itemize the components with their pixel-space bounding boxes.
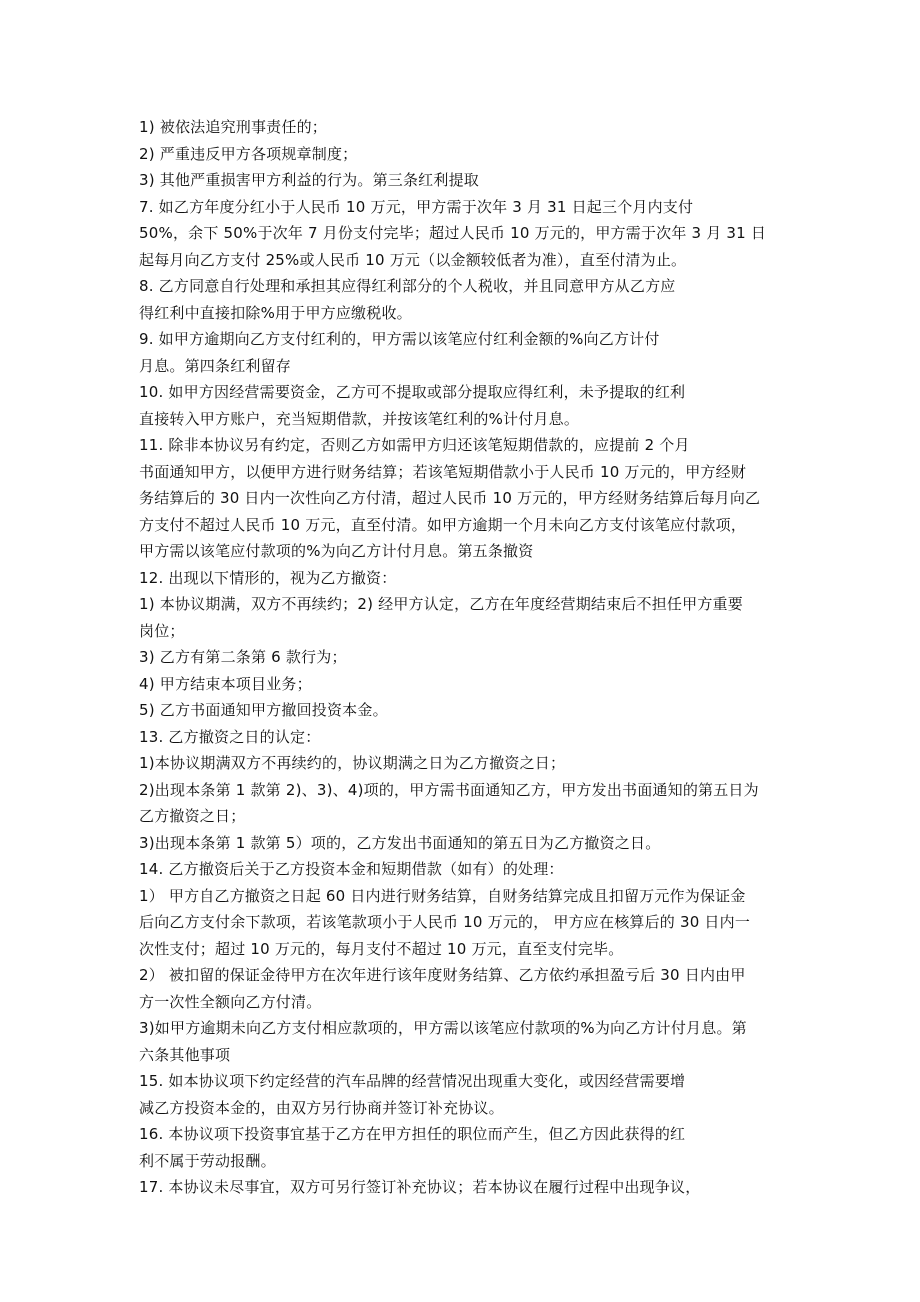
text-line: 2） 被扣留的保证金待甲方在次年进行该年度财务结算、乙方依约承担盈亏后 30 日内由甲 [139, 966, 746, 984]
text-line: 次性支付；超过 10 万元的，每月支付不超过 10 万元，直至支付完毕。 [139, 939, 624, 958]
text-line: 岗位； [139, 621, 185, 640]
text-line: 减乙方投资本金的，由双方另行协商并签订补充协议。 [139, 1098, 504, 1117]
text-line: 六条其他事项 [139, 1045, 231, 1064]
text-line: 10. 如甲方因经营需要资金，乙方可不提取或部分提取应得红利，未予提取的红利 [139, 383, 686, 401]
text-line: 月息。第四条红利留存 [139, 356, 292, 375]
document-body [139, 114, 784, 1201]
text-line: 3) 其他严重损害甲方利益的行为。第三条红利提取 [139, 171, 479, 189]
text-line: 9. 如甲方逾期向乙方支付红利的，甲方需以该笔应付红利金额的%向乙方计付 [139, 330, 660, 348]
text-line: 乙方撤资之日； [139, 807, 246, 825]
text-line: 8. 乙方同意自行处理和承担其应得红利部分的个人税收，并且同意甲方从乙方应 [139, 277, 676, 295]
text-line: 起每月向乙方支付 25%或人民币 10 万元（以金额较低者为准），直至付清为止。 [139, 250, 687, 269]
text-line: 16. 本协议项下投资事宜基于乙方在甲方担任的职位而产生，但乙方因此获得的红 [139, 1125, 686, 1143]
text-line: 3)如甲方逾期未向乙方支付相应款项的，甲方需以该笔应付款项的%为向乙方计付月息。第 [139, 1019, 747, 1037]
text-line: 方一次性全额向乙方付清。 [139, 992, 322, 1011]
text-line: 12. 出现以下情形的，视为乙方撤资： [139, 568, 397, 587]
text-line: 3)出现本条第 1 款第 5）项的，乙方发出书面通知的第五日为乙方撤资之日。 [139, 833, 661, 852]
text-line: 14. 乙方撤资后关于乙方投资本金和短期借款（如有）的处理： [139, 860, 564, 878]
text-line: 方支付不超过人民币 10 万元，直至付清。如甲方逾期一个月未向乙方支付该笔应付款项， [139, 515, 747, 534]
text-line: 直接转入甲方账户，充当短期借款，并按该笔红利的%计付月息。 [139, 409, 580, 428]
text-line: 利不属于劳动报酬。 [139, 1151, 276, 1170]
text-line: 13. 乙方撤资之日的认定： [139, 727, 321, 746]
text-line: 书面通知甲方，以便甲方进行财务结算；若该笔短期借款小于人民币 10 万元的，甲方经财 [139, 462, 747, 481]
text-line: 17. 本协议未尽事宜，双方可另行签订补充协议；若本协议在履行过程中出现争议， [139, 1178, 701, 1196]
text-line: 3) 乙方有第二条第 6 款行为； [139, 648, 347, 666]
text-line: 15. 如本协议项下约定经营的汽车品牌的经营情况出现重大变化，或因经营需要增 [139, 1072, 686, 1090]
text-line: 甲方需以该笔应付款项的%为向乙方计付月息。第五条撤资 [139, 542, 534, 560]
text-line: 1) 本协议期满，双方不再续约；2) 经甲方认定，乙方在年度经营期结束后不担任甲方重要 [139, 595, 743, 613]
text-line: 11. 除非本协议另有约定，否则乙方如需甲方归还该笔短期借款的，应提前 2 个月 [139, 436, 690, 454]
text-line: 1） 甲方自乙方撤资之日起 60 日内进行财务结算，自财务结算完成且扣留万元作为保证金 [139, 886, 746, 905]
text-line: 4) 甲方结束本项目业务； [139, 674, 312, 693]
text-line: 务结算后的 30 日内一次性向乙方付清，超过人民币 10 万元的，甲方经财务结算后每月向乙 [139, 489, 761, 507]
text-line: 后向乙方支付余下款项，若该笔款项小于人民币 10 万元的， 甲方应在核算后的 30 日内一 [139, 913, 751, 931]
text-line: 5) 乙方书面通知甲方撤回投资本金。 [139, 701, 388, 719]
text-line: 2) 严重违反甲方各项规章制度； [139, 144, 358, 163]
text-line: 7. 如乙方年度分红小于人民币 10 万元，甲方需于次年 3 月 31 日起三个月内支付 [139, 197, 694, 216]
text-line: 1)本协议期满双方不再续约的，协议期满之日为乙方撤资之日； [139, 754, 566, 772]
text-line: 2)出现本条第 1 款第 2)、3)、4)项的，甲方需书面通知乙方，甲方发出书面通知的第五日为 [139, 780, 759, 799]
text-line: 50%，余下 50%于次年 7 月份支付完毕；超过人民币 10 万元的，甲方需于次年 3 月 31 日 [139, 224, 767, 242]
text-line: 1) 被依法追究刑事责任的； [139, 118, 327, 136]
text-line: 得红利中直接扣除%用于甲方应缴税收。 [139, 303, 412, 322]
